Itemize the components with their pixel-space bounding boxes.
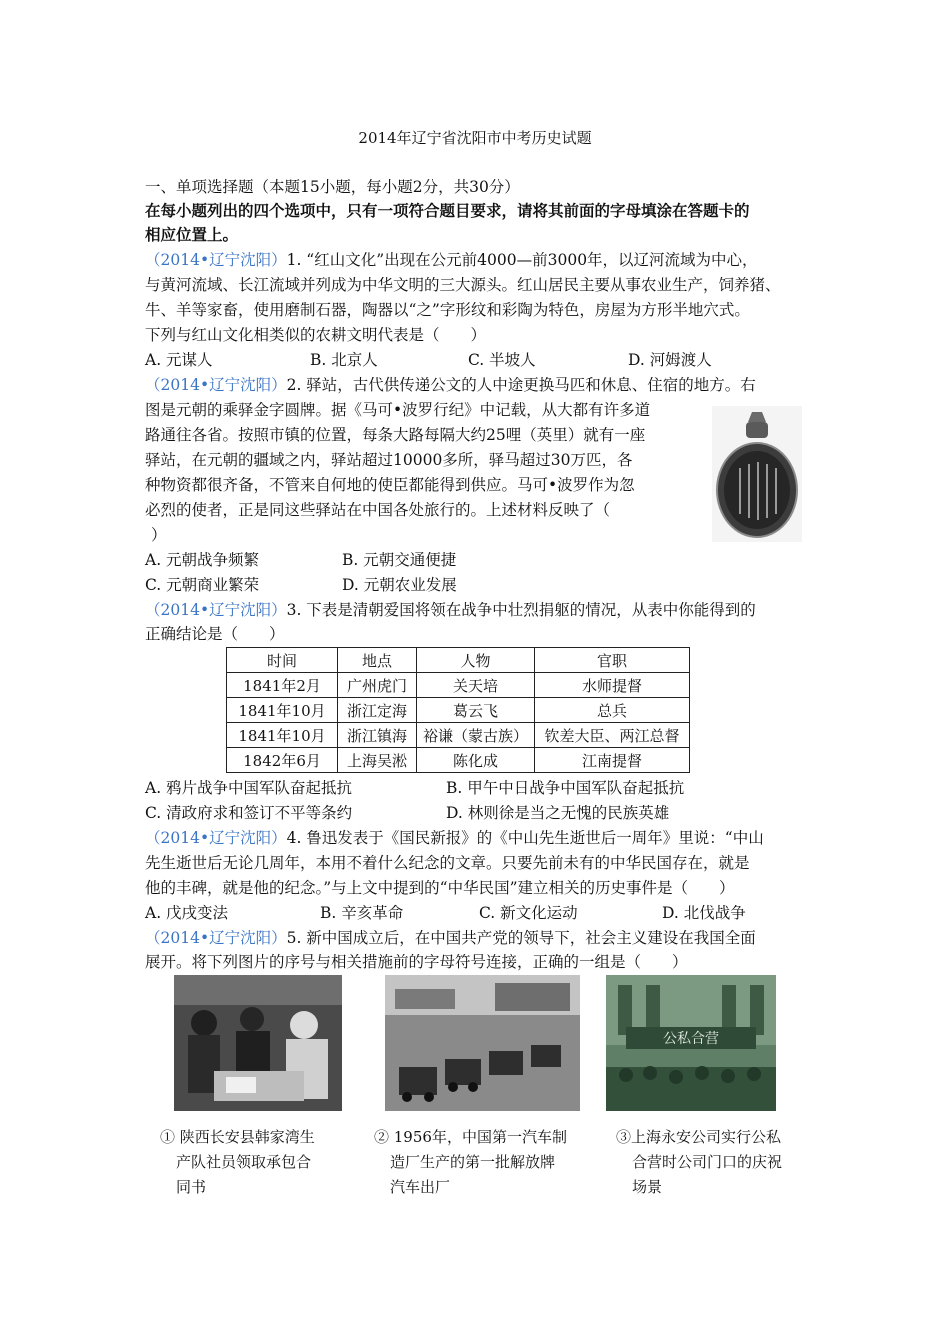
q5-source: （2014•辽宁沈阳） bbox=[145, 929, 287, 947]
q2-line-4: 驿站，在元朝的疆域之内，驿站超过10000多所，驿马超过30万匹，各 bbox=[145, 451, 633, 469]
q2-option-c: C. 元朝商业繁荣 bbox=[145, 576, 260, 594]
table-cell: 浙江镇海 bbox=[338, 723, 417, 748]
q4-option-c: C. 新文化运动 bbox=[479, 904, 578, 922]
q4-line-1 bbox=[145, 827, 764, 849]
trucks-factory-photo-image bbox=[385, 975, 580, 1111]
table-cell: 关天培 bbox=[417, 673, 535, 698]
table-cell: 钦差大臣、两江总督 bbox=[535, 723, 690, 748]
q2-option-b: B. 元朝交通便捷 bbox=[342, 551, 457, 569]
table-header-row bbox=[227, 648, 690, 673]
q1-option-d: D. 河姆渡人 bbox=[628, 351, 712, 369]
table-row bbox=[227, 723, 690, 748]
q1-option-c: C. 半坡人 bbox=[468, 351, 536, 369]
q3-source: （2014•辽宁沈阳） bbox=[145, 601, 287, 619]
table-cell: 1841年2月 bbox=[227, 673, 338, 698]
q3-option-b: B. 甲午中日战争中国军队奋起抵抗 bbox=[446, 779, 685, 797]
instruction-line-2: 相应位置上。 bbox=[145, 225, 239, 244]
caption-line: 产队社员领取承包合 bbox=[176, 1153, 312, 1171]
photo-caption-1 bbox=[160, 1125, 315, 1200]
table-row bbox=[227, 698, 690, 723]
yuan-dynasty-medal-image bbox=[712, 406, 802, 542]
q4-option-d: D. 北伐战争 bbox=[662, 904, 746, 922]
q2-option-d: D. 元朝农业发展 bbox=[342, 576, 457, 594]
q4-line-3: 他的丰碑，就是他的纪念。”与上文中提到的“中华民国”建立相关的历史事件是（ ） bbox=[145, 879, 735, 897]
q2-source: （2014•辽宁沈阳） bbox=[145, 376, 287, 394]
page-title: 2014年辽宁省沈阳市中考历史试题 bbox=[358, 129, 592, 147]
q4-source: （2014•辽宁沈阳） bbox=[145, 829, 287, 847]
photo-caption-2 bbox=[374, 1125, 567, 1200]
table-cell: 总兵 bbox=[535, 698, 690, 723]
q3-option-a: A. 鸦片战争中国军队奋起抵抗 bbox=[145, 779, 353, 797]
q2-line-6: 必烈的使者，正是同这些驿站在中国各处旅行的。上述材料反映了（ bbox=[145, 501, 611, 519]
q2-line-2: 图是元朝的乘驿金字圆牌。据《马可•波罗行纪》中记载，从大都有许多道 bbox=[145, 401, 651, 419]
q4-text-1: 4. 鲁迅发表于《国民新报》的《中山先生逝世后一周年》里说：“中山 bbox=[286, 829, 764, 847]
q3-line-2: 正确结论是（ ） bbox=[145, 625, 285, 643]
table-cell: 水师提督 bbox=[535, 673, 690, 698]
yongan-company-photo-image bbox=[606, 975, 776, 1111]
caption-line: 场景 bbox=[632, 1178, 663, 1196]
q1-line-2: 与黄河流域、长江流域并列成为中华文明的三大源头。红山居民主要从事农业生产，饲养猪、 bbox=[145, 276, 781, 294]
q3-line-1 bbox=[145, 599, 756, 621]
caption-line: ② 1956年，中国第一汽车制 bbox=[374, 1128, 567, 1146]
q1-line-1 bbox=[145, 249, 758, 271]
table-cell: 1841年10月 bbox=[227, 698, 338, 723]
q2-line-1 bbox=[145, 374, 756, 396]
q5-line-2: 展开。将下列图片的序号与相关措施前的字母符号连接，正确的一组是（ ） bbox=[145, 953, 688, 971]
q2-line-5: 种物资都很齐备，不管来自何地的使臣都能得到供应。马可•波罗作为忽 bbox=[145, 476, 635, 494]
q1-text-1: 1. “红山文化”出现在公元前4000—前3000年，以辽河流域为中心， bbox=[286, 251, 758, 269]
q4-line-2: 先生逝世后无论几周年，本用不着什么纪念的文章。只要先前未有的中华民国存在，就是 bbox=[145, 854, 750, 872]
caption-line: 合营时公司门口的庆祝 bbox=[632, 1153, 783, 1171]
table-cell: 上海吴淞 bbox=[338, 748, 417, 773]
general-table bbox=[226, 647, 690, 773]
caption-line: ① 陕西长安县韩家湾生 bbox=[160, 1128, 315, 1146]
table-cell: 1841年10月 bbox=[227, 723, 338, 748]
q5-text-1: 5. 新中国成立后，在中国共产党的领导下，社会主义建设在我国全面 bbox=[286, 929, 756, 947]
banner-text: 公私合营 bbox=[663, 1031, 719, 1047]
table-header-cell: 人物 bbox=[417, 648, 535, 673]
q4-option-b: B. 辛亥革命 bbox=[320, 904, 404, 922]
contract-photo-image bbox=[174, 975, 342, 1111]
table-header-cell: 时间 bbox=[227, 648, 338, 673]
caption-line: ③上海永安公司实行公私 bbox=[616, 1128, 782, 1146]
q5-line-1 bbox=[145, 927, 756, 949]
table-cell: 陈化成 bbox=[417, 748, 535, 773]
q1-option-b: B. 北京人 bbox=[310, 351, 378, 369]
table-cell: 葛云飞 bbox=[417, 698, 535, 723]
table-cell: 裕谦（蒙古族） bbox=[417, 723, 535, 748]
table-cell: 浙江定海 bbox=[338, 698, 417, 723]
caption-line: 汽车出厂 bbox=[390, 1178, 451, 1196]
q1-line-4: 下列与红山文化相类似的农耕文明代表是（ ） bbox=[145, 326, 487, 344]
table-cell: 江南提督 bbox=[535, 748, 690, 773]
q3-text-1: 3. 下表是清朝爱国将领在战争中壮烈捐躯的情况，从表中你能得到的 bbox=[286, 601, 756, 619]
q2-text-1: 2. 驿站，古代供传递公文的人中途更换马匹和休息、住宿的地方。右 bbox=[286, 376, 756, 394]
q4-option-a: A. 戊戌变法 bbox=[145, 904, 229, 922]
table-header-cell: 地点 bbox=[338, 648, 417, 673]
q3-option-d: D. 林则徐是当之无愧的民族英雄 bbox=[446, 804, 670, 822]
table-cell: 1842年6月 bbox=[227, 748, 338, 773]
q1-line-3: 牛、羊等家畜，使用磨制石器，陶器以“之”字形纹和彩陶为特色，房屋为方形半地穴式。 bbox=[145, 301, 750, 319]
table-row bbox=[227, 748, 690, 773]
instruction-line-1: 在每小题列出的四个选项中，只有一项符合题目要求，请将其前面的字母填涂在答题卡的 bbox=[145, 201, 750, 220]
q2-line-7: ） bbox=[151, 526, 167, 544]
section-heading: 一、单项选择题（本题15小题，每小题2分，共30分） bbox=[145, 178, 520, 196]
q2-line-3: 路通往各省。按照市镇的位置，每条大路每隔大约25哩（英里）就有一座 bbox=[145, 426, 646, 444]
caption-line: 造厂生产的第一批解放牌 bbox=[390, 1153, 556, 1171]
table-header-cell: 官职 bbox=[535, 648, 690, 673]
caption-line: 同书 bbox=[176, 1178, 207, 1196]
q3-option-c: C. 清政府求和签订不平等条约 bbox=[145, 804, 353, 822]
q1-source: （2014•辽宁沈阳） bbox=[145, 251, 287, 269]
photo-caption-3 bbox=[616, 1125, 782, 1200]
table-row bbox=[227, 673, 690, 698]
q2-option-a: A. 元朝战争频繁 bbox=[145, 551, 260, 569]
q1-option-a: A. 元谋人 bbox=[145, 351, 213, 369]
table-cell: 广州虎门 bbox=[338, 673, 417, 698]
